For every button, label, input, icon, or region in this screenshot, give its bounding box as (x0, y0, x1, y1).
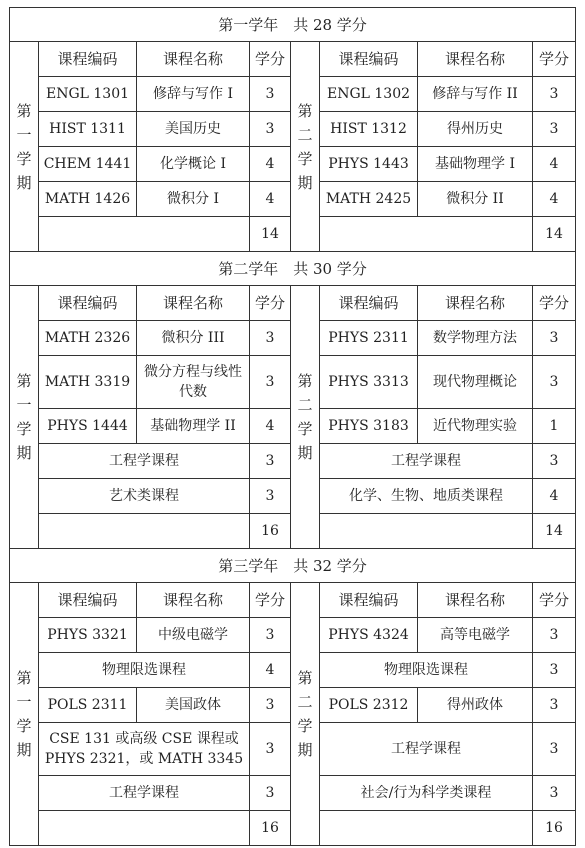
course-category: 物理限选课程 (39, 653, 250, 688)
course-code: HIST 1312 (320, 112, 418, 147)
course-credits: 3 (533, 723, 576, 776)
course-code: PHYS 1443 (320, 147, 418, 182)
course-credits: 3 (533, 653, 576, 688)
course-name: 微积分 I (137, 182, 250, 217)
course-name: 美国历史 (137, 112, 250, 147)
sem-label-char: 学 (297, 717, 313, 735)
course-name: 美国政体 (137, 688, 250, 723)
semester-total: 16 (250, 811, 291, 846)
course-code: PHYS 2311 (320, 321, 418, 356)
header-credits: 学分 (533, 583, 576, 618)
course-category: CSE 131 或高级 CSE 课程或 PHYS 2321，或 MATH 3345 (39, 723, 250, 776)
sem-label-char: 期 (297, 444, 313, 462)
sem-label-char: 二 (297, 396, 313, 414)
course-category: 工程学课程 (39, 776, 250, 811)
course-code: MATH 1426 (39, 182, 137, 217)
course-plan-table (9, 7, 576, 846)
course-code: MATH 2425 (320, 182, 418, 217)
sem-label-char: 第 (297, 372, 313, 390)
header-credits: 学分 (533, 286, 576, 321)
course-code: MATH 2326 (39, 321, 137, 356)
header-code: 课程编码 (320, 286, 418, 321)
course-credits: 4 (250, 182, 291, 217)
header-code: 课程编码 (39, 583, 137, 618)
course-credits: 3 (250, 356, 291, 409)
year-2-sem-2-label (291, 286, 320, 549)
year-1-title: 第一学年 共 28 学分 (10, 8, 576, 42)
sem-label-char: 一 (16, 693, 32, 711)
course-name: 中级电磁学 (137, 618, 250, 653)
course-name: 微积分 III (137, 321, 250, 356)
total-spacer (39, 811, 250, 846)
course-code: HIST 1311 (39, 112, 137, 147)
sem-label-char: 一 (16, 125, 32, 144)
course-name: 微分方程与线性代数 (137, 356, 250, 409)
course-name: 基础物理学 II (137, 409, 250, 444)
semester-total: 14 (533, 217, 576, 252)
course-name: 得州政体 (418, 688, 533, 723)
header-credits: 学分 (533, 42, 576, 77)
sem-label-char: 期 (297, 741, 313, 759)
course-category: 工程学课程 (39, 444, 250, 479)
course-name: 数学物理方法 (418, 321, 533, 356)
sem-label-char: 学 (16, 149, 32, 168)
course-code: PHYS 3313 (320, 356, 418, 409)
header-credits: 学分 (250, 286, 291, 321)
year-3-sem-1-label (10, 583, 39, 846)
course-credits: 3 (533, 618, 576, 653)
course-credits: 3 (250, 77, 291, 112)
year-1-sem-1-label (10, 42, 39, 252)
course-credits: 4 (250, 147, 291, 182)
course-credits: 1 (533, 409, 576, 444)
course-credits: 3 (533, 77, 576, 112)
course-name: 现代物理概论 (418, 356, 533, 409)
course-category: 工程学课程 (320, 444, 533, 479)
course-credits: 3 (250, 723, 291, 776)
total-spacer (320, 811, 533, 846)
course-credits: 3 (250, 479, 291, 514)
semester-total: 14 (250, 217, 291, 252)
header-credits: 学分 (250, 583, 291, 618)
year-2-column-header-row (10, 286, 576, 321)
header-code: 课程编码 (320, 583, 418, 618)
year-1-header-row (10, 8, 576, 42)
sem-label-char: 第 (297, 101, 313, 120)
year-3-sem-2-label (291, 583, 320, 846)
sem-label-char: 第 (297, 669, 313, 687)
course-code: CHEM 1441 (39, 147, 137, 182)
course-name: 近代物理实验 (418, 409, 533, 444)
year-2-sem-1-label (10, 286, 39, 549)
course-credits: 3 (533, 356, 576, 409)
course-credits: 3 (250, 321, 291, 356)
header-name: 课程名称 (418, 286, 533, 321)
course-credits: 3 (533, 321, 576, 356)
course-name: 高等电磁学 (418, 618, 533, 653)
semester-total: 16 (250, 514, 291, 549)
course-name: 修辞与写作 I (137, 77, 250, 112)
course-code: PHYS 4324 (320, 618, 418, 653)
course-credits: 4 (533, 147, 576, 182)
total-spacer (320, 217, 533, 252)
course-name: 修辞与写作 II (418, 77, 533, 112)
semester-total: 14 (533, 514, 576, 549)
header-name: 课程名称 (418, 42, 533, 77)
course-credits: 3 (250, 688, 291, 723)
course-name: 基础物理学 I (418, 147, 533, 182)
semester-total: 16 (533, 811, 576, 846)
course-credits: 4 (533, 182, 576, 217)
total-spacer (320, 514, 533, 549)
course-credits: 3 (533, 776, 576, 811)
course-credits: 3 (533, 444, 576, 479)
course-credits: 3 (250, 444, 291, 479)
sem-label-char: 期 (16, 173, 32, 192)
sem-label-char: 第 (16, 372, 32, 390)
course-code: POLS 2311 (39, 688, 137, 723)
header-name: 课程名称 (137, 286, 250, 321)
year-1-sem-2-label (291, 42, 320, 252)
course-code: POLS 2312 (320, 688, 418, 723)
year-2-header-row (10, 252, 576, 286)
course-credits: 3 (533, 688, 576, 723)
course-code: PHYS 1444 (39, 409, 137, 444)
course-category: 工程学课程 (320, 723, 533, 776)
course-credits: 3 (250, 776, 291, 811)
year-3-title: 第三学年 共 32 学分 (10, 549, 576, 583)
course-credits: 3 (250, 618, 291, 653)
header-code: 课程编码 (39, 286, 137, 321)
course-category: 艺术类课程 (39, 479, 250, 514)
course-code: ENGL 1301 (39, 77, 137, 112)
course-code: PHYS 3183 (320, 409, 418, 444)
sem-label-char: 期 (16, 741, 32, 759)
sem-label-char: 一 (16, 396, 32, 414)
sem-label-char: 二 (297, 693, 313, 711)
course-code: MATH 3319 (39, 356, 137, 409)
course-code: PHYS 3321 (39, 618, 137, 653)
course-credits: 4 (533, 479, 576, 514)
course-category: 社会/行为科学类课程 (320, 776, 533, 811)
sem-label-char: 期 (297, 173, 313, 192)
header-name: 课程名称 (418, 583, 533, 618)
sem-label-char: 学 (297, 420, 313, 438)
header-credits: 学分 (250, 42, 291, 77)
year-3-header-row (10, 549, 576, 583)
course-name: 微积分 II (418, 182, 533, 217)
course-category: 化学、生物、地质类课程 (320, 479, 533, 514)
course-credits: 3 (250, 112, 291, 147)
sem-label-char: 期 (16, 444, 32, 462)
course-category: 物理限选课程 (320, 653, 533, 688)
header-code: 课程编码 (39, 42, 137, 77)
course-credits: 4 (250, 653, 291, 688)
sem-label-char: 学 (297, 149, 313, 168)
sem-label-char: 学 (16, 420, 32, 438)
header-code: 课程编码 (320, 42, 418, 77)
course-code: ENGL 1302 (320, 77, 418, 112)
sem-label-char: 第 (16, 669, 32, 687)
total-spacer (39, 514, 250, 549)
year-1-column-header-row (10, 42, 576, 77)
header-name: 课程名称 (137, 583, 250, 618)
course-name: 化学概论 I (137, 147, 250, 182)
year-2-title: 第二学年 共 30 学分 (10, 252, 576, 286)
sem-label-char: 二 (297, 125, 313, 144)
sem-label-char: 学 (16, 717, 32, 735)
sem-label-char: 第 (16, 101, 32, 120)
course-credits: 4 (250, 409, 291, 444)
header-name: 课程名称 (137, 42, 250, 77)
course-credits: 3 (533, 112, 576, 147)
total-spacer (39, 217, 250, 252)
year-3-column-header-row (10, 583, 576, 618)
course-name: 得州历史 (418, 112, 533, 147)
